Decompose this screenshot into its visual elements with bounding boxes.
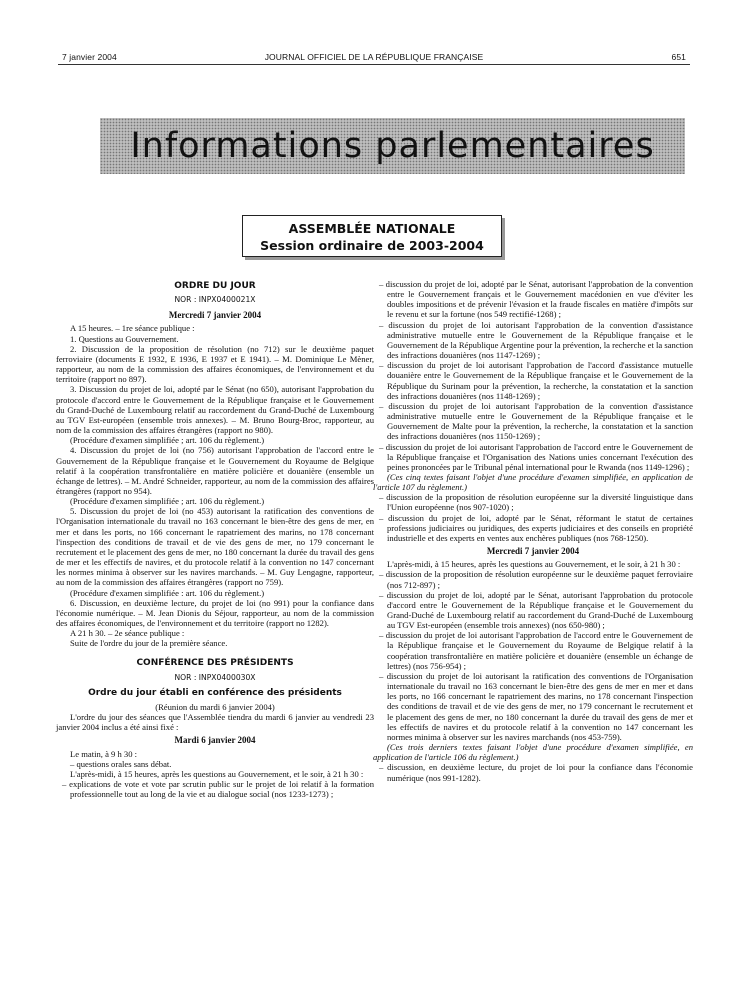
header-page-number: 651: [671, 52, 686, 62]
banner-title: Informations parlementaires: [130, 126, 655, 166]
reunion-note: (Réunion du mardi 6 janvier 2004): [155, 701, 275, 712]
paragraph: A 15 heures. – 1re séance publique :: [70, 323, 195, 334]
section-banner: [100, 118, 685, 174]
paragraph: Suite de l'ordre du jour de la première séance.: [70, 638, 228, 649]
paragraph: 6. Discussion, en deuxième lecture, du projet de loi (no 991) pour la confiance dans l'économie numérique. – M. Jean Dionis du Séjour, rapporteur, au nom de la commission des affaires économiques, de l'environnement et du territoire (rapport no 1282).: [56, 597, 374, 628]
paragraph: A 21 h 30. – 2e séance publique :: [70, 628, 185, 639]
list-item: – discussion de la proposition de résolution européenne sur la diversité linguistique dans l'Union européenne (nos 907-1020) ;: [379, 492, 693, 513]
procedure-note: (Ces trois derniers textes faisant l'objet d'une procédure d'examen simplifiée, en application de l'article 106 du règlement.): [373, 742, 693, 763]
list-item: – explications de vote et vote par scrutin public sur le projet de loi relatif à la formation professionnelle tout au long de la vie et au dialogue social (nos 1233-1273) ;: [62, 779, 374, 800]
day-heading: Mercredi 7 janvier 2004: [486, 546, 580, 557]
nor-reference: NOR : INPX0400021X: [174, 295, 256, 305]
list-item: – discussion du projet de loi autorisant l'approbation de la convention d'assistance administrative mutuelle entre le Gouvernement de la République française et le Gouvernement de la République Argentine pour la prévention, la recherche et la sanction des infractions douanières (nos 1147-1269) ;: [379, 319, 694, 361]
list-item: – discussion du projet de loi autorisant l'approbation de l'accord entre le Gouvernement de la République française et le Gouvernement du Royaume de Belgique relatif à la coopération transfrontalière en matière policière et douanière (ensemble un échange de lettres) (nos 756-954) ;: [379, 630, 693, 671]
list-item: – discussion du projet de loi autorisant la ratification des conventions de l'Organisation internationale du travail no 163 concernant le bien-être des gens de mer en mer et dans les ports, no 166 concernant le rapatriement des marins, no 178 concernant l'inspection des conditions de travail et de vie des gens de mer, no 179 concernant le recrutement et le placement des gens de mer, no 180 concernant la durée du travail des gens de mer et les effectifs de navires et du protocole relatif à la convention no 147 concernant les normes minima à observer sur les navires marchands (nos 453-759).: [379, 670, 693, 742]
right-column: [373, 279, 693, 783]
assembly-box: [242, 215, 502, 257]
paragraph: (Procédure d'examen simplifiée ; art. 106 du règlement.): [70, 496, 265, 507]
session-title: Session ordinaire de 2003-2004: [260, 238, 484, 253]
paragraph: (Procédure d'examen simplifiée ; art. 106 du règlement.): [70, 435, 265, 446]
assembly-title: ASSEMBLÉE NATIONALE: [288, 221, 456, 236]
list-item: – discussion de la proposition de résolution européenne sur le deuxième paquet ferroviaire (nos 712-897) ;: [379, 569, 693, 590]
day-heading: Mercredi 7 janvier 2004: [168, 310, 262, 321]
ordre-du-jour-heading: ORDRE DU JOUR: [174, 281, 256, 291]
list-item: – discussion, en deuxième lecture, du projet de loi pour la confiance dans l'économie numérique (nos 991-1282).: [379, 762, 693, 783]
left-column: [56, 279, 374, 799]
paragraph: L'ordre du jour des séances que l'Assemblée tiendra du mardi 6 janvier au vendredi 23 janvier 2004 inclus a été ainsi fixé :: [56, 712, 374, 733]
header-rule: [58, 64, 690, 65]
list-item: – discussion du projet de loi autorisant l'approbation de la convention d'assistance administrative mutuelle entre le Gouvernement de la République française et le Gouvernement de Malte pour la prévention, la recherche, la constatation et la sanction des infractions douanières (nos 1150-1269) ;: [379, 400, 693, 442]
header-journal-title: JOURNAL OFFICIEL DE LA RÉPUBLIQUE FRANÇAISE: [264, 52, 484, 62]
list-item: – discussion du projet de loi, adopté par le Sénat, réformant le statut de certaines professions judiciaires ou juridiques, des experts judiciaires et des conseils en propriété industrielle et des experts en ventes aux enchères publiques (nos 768-1250).: [379, 512, 693, 543]
paragraph: L'après-midi, à 15 heures, après les questions au Gouvernement, et le soir, à 21 h 30 :: [387, 559, 681, 570]
list-item: – discussion du projet de loi autorisant l'approbation de l'accord d'assistance mutuelle douanière entre le Gouvernement de la République française et le Gouvernement de la République du Surinam pour la prévention, la recherche, la constatation et la sanction des infractions douanières (nos 1148-1269) ;: [379, 360, 693, 401]
paragraph: L'après-midi, à 15 heures, après les questions au Gouvernement, et le soir, à 21 h 30 :: [70, 768, 364, 779]
paragraph: 5. Discussion du projet de loi (no 453) autorisant la ratification des conventions de l'Organisation internationale du travail no 163 concernant le bien-être des gens de mer, en mer et dans les ports, no 166 concernant le rapatriement des marins, no 178 concernant l'inspection des conditions de travail et de vie des gens de mer, no 179 concernant le recrutement et le placement des gens de mer, no 180 concernant la durée du travail des gens de mer et les effectifs de navires, et du protocole relatif à la convention no 147 concernant les normes minima à observer sur les navires marchands. – M. Guy Lengagne, rapporteur, au nom de la commission des affaires étrangères (rapport no 759).: [56, 506, 374, 588]
paragraph: 3. Discussion du projet de loi, adopté par le Sénat (no 650), autorisant l'approbation du protocole d'accord entre le Gouvernement de la République française et le Gouvernement du Grand-Duché de Luxembourg relatif au raccordement du Grand-Duché de Luxembourg au TGV Est-européen (ensemble trois annexes). – M. Bruno Bourg-Broc, rapporteur, au nom de la commission des affaires étrangères (rapport no 980).: [56, 384, 374, 436]
procedure-note: (Ces cinq textes faisant l'objet d'une procédure d'examen simplifiée, en application de l'article 107 du règlement.): [373, 471, 693, 493]
list-item: – discussion du projet de loi autorisant l'approbation de l'accord entre le Gouvernement de la République française et l'Organisation des Nations unies concernant l'exécution des peines prononcées par le Tribunal pénal international pour le Rwanda (nos 1149-1296) ;: [379, 441, 693, 472]
conference-heading: CONFÉRENCE DES PRÉSIDENTS: [136, 658, 294, 669]
list-item: – discussion du projet de loi, adopté par le Sénat, autorisant l'approbation de la convention entre le Gouvernement français et le Gouvernement macédonien en vue d'éviter les doubles impositions et de prévenir l'évasion et la fraude fiscales en matière d'impôts sur le revenu et sur la fortune (nos 549 rectifié-1268) ;: [379, 279, 693, 320]
paragraph: (Procédure d'examen simplifiée : art. 106 du règlement.): [70, 587, 265, 598]
header-date: 7 janvier 2004: [62, 52, 117, 62]
paragraph: 4. Discussion du projet de loi (no 756) autorisant l'approbation de l'accord entre le Gouvernement de la République française et le Gouvernement du Royaume de Belgique relatif à la coopération transfrontalière en matière policière et douanière (ensemble un échange de lettres). – M. André Schneider, rapporteur, au nom de la commission des affaires étrangères (rapport no 954).: [56, 445, 374, 496]
paragraph: 1. Questions au Gouvernement.: [70, 333, 179, 344]
nor-reference: NOR : INPX0400030X: [174, 672, 256, 682]
day-heading: Mardi 6 janvier 2004: [174, 735, 256, 746]
conference-subheading: Ordre du jour établi en conférence des présidents: [88, 687, 342, 698]
list-item: – discussion du projet de loi, adopté par le Sénat, autorisant l'approbation du protocole d'accord entre le Gouvernement de la République française et le Gouvernement du Grand-Duché de Luxembourg relatif au raccordement du Grand-Duché de Luxembourg au TGV Est-européen (ensemble trois annexes) (nos 650-980) ;: [379, 589, 693, 631]
paragraph: 2. Discussion de la proposition de résolution (no 712) sur le deuxième paquet ferroviaire (documents E 1932, E 1936, E 1937 et E 1941). – M. Dominique Le Mèner, rapporteur, au nom de la commission des affaires économiques, de l'environnement et du territoire (rapport no 897).: [56, 343, 374, 385]
paragraph: Le matin, à 9 h 30 :: [70, 748, 138, 759]
paragraph: – questions orales sans débat.: [70, 758, 172, 769]
